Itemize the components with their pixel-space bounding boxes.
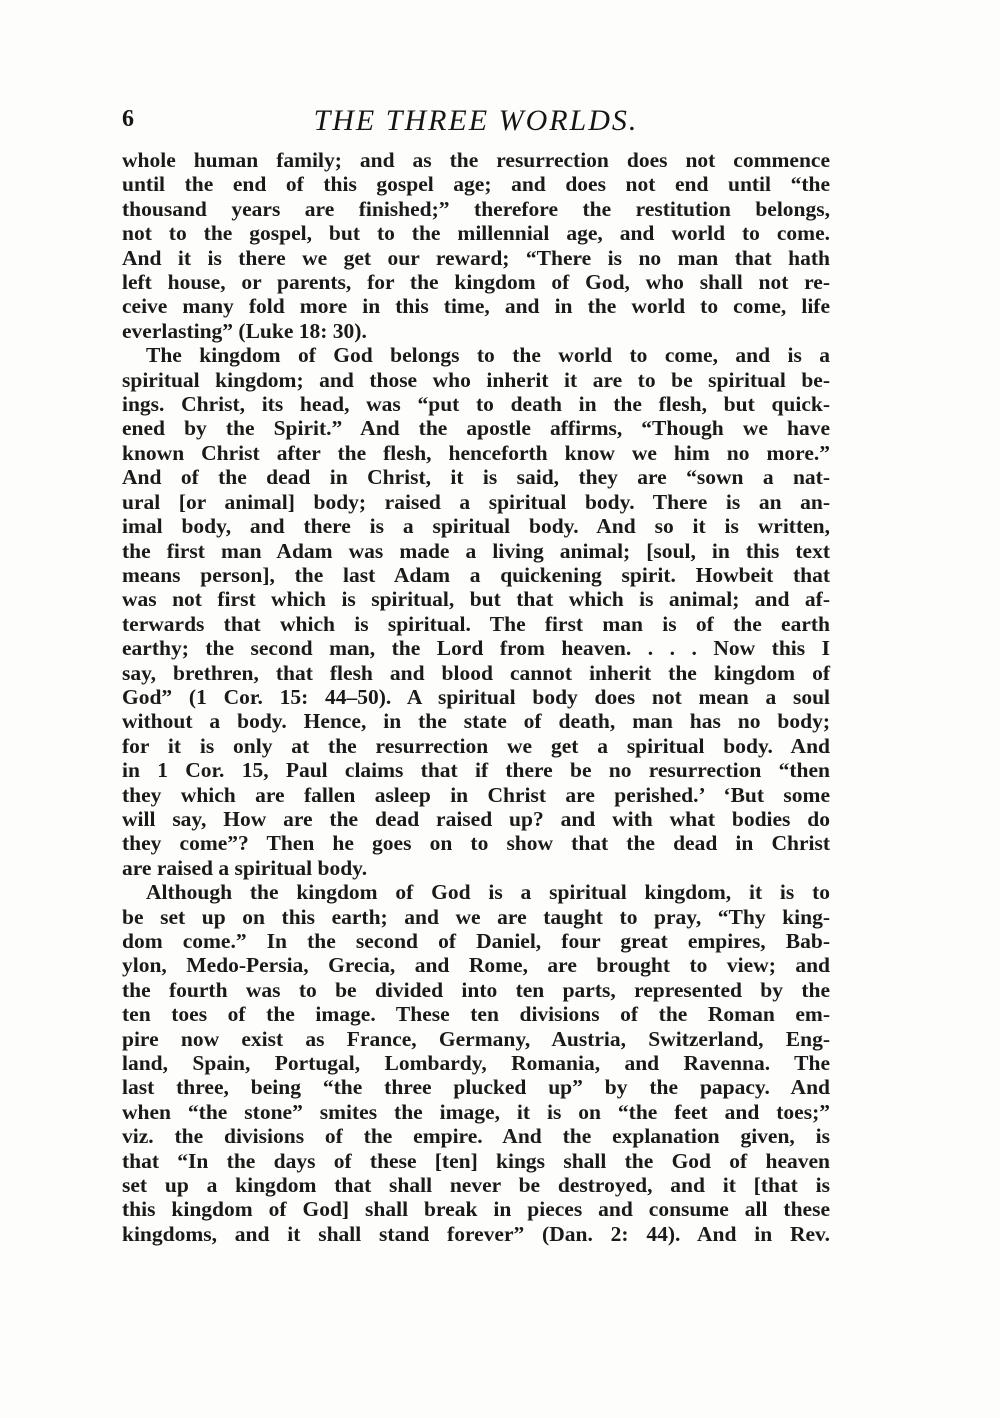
text-line: The kingdom of God belongs to the world to come, and is a	[146, 343, 830, 368]
text-line: imal body, and there is a spiritual body. And so it is written,	[122, 514, 830, 539]
page-number: 6	[122, 106, 134, 132]
page-header	[122, 104, 830, 144]
text-line: known Christ after the flesh, henceforth know we him no more.”	[122, 440, 830, 465]
text-line: that “In the days of these [ten] kings shall the God of heaven	[122, 1148, 830, 1173]
text-line: ylon, Medo-Persia, Grecia, and Rome, are brought to view; and	[122, 953, 830, 978]
text-line: thousand years are finished;” therefore the restitution belongs,	[122, 196, 830, 221]
text-line: say, brethren, that flesh and blood cannot inherit the kingdom of	[122, 660, 830, 685]
text-line: not to the gospel, but to the millennial age, and world to come.	[122, 221, 830, 246]
text-line: ural [or animal] body; raised a spiritual body. There is an an-	[122, 489, 830, 514]
body-text	[122, 148, 830, 1246]
text-line: dom come.” In the second of Daniel, four great empires, Bab-	[122, 929, 830, 953]
text-line: the first man Adam was made a living animal; [soul, in this text	[122, 538, 830, 563]
text-line: And of the dead in Christ, it is said, they are “sown a nat-	[122, 465, 830, 490]
text-line: Although the kingdom of God is a spiritual kingdom, it is to	[146, 880, 830, 905]
text-line: was not first which is spiritual, but that which is animal; and af-	[122, 587, 830, 612]
text-line: without a body. Hence, in the state of death, man has no body;	[122, 709, 830, 734]
text-line: be set up on this earth; and we are taught to pray, “Thy king-	[122, 904, 830, 929]
text-line: this kingdom of God] shall break in pieces and consume all these	[122, 1197, 830, 1222]
text-line: God” (1 Cor. 15: 44–50). A spiritual body does not mean a soul	[122, 684, 830, 709]
text-line: ten toes of the image. These ten divisions of the Roman em-	[122, 1002, 830, 1027]
text-line: ings. Christ, its head, was “put to death in the flesh, but quick-	[122, 392, 830, 417]
text-line: last three, being “the three plucked up” by the papacy. And	[122, 1075, 830, 1100]
text-line: left house, or parents, for the kingdom of God, who shall not re-	[122, 270, 830, 295]
text-line: pire now exist as France, Germany, Austria, Switzerland, Eng-	[122, 1026, 830, 1051]
text-line: means person], the last Adam a quickening spirit. Howbeit that	[122, 562, 830, 587]
text-line: will say, How are the dead raised up? and with what bodies do	[122, 806, 830, 831]
text-line: terwards that which is spiritual. The first man is of the earth	[122, 611, 830, 636]
text-line: everlasting” (Luke 18: 30).	[122, 318, 367, 343]
text-line: are raised a spiritual body.	[122, 855, 368, 880]
text-line: spiritual kingdom; and those who inherit it are to be spiritual be-	[122, 367, 830, 392]
text-line: kingdoms, and it shall stand forever” (Dan. 2: 44). And in Rev.	[122, 1221, 830, 1246]
text-line: ceive many fold more in this time, and in the world to come, life	[122, 294, 830, 319]
text-line: land, Spain, Portugal, Lombardy, Romania, and Ravenna. The	[122, 1051, 830, 1076]
text-line: when “the stone” smites the image, it is on “the feet and toes;”	[122, 1099, 830, 1124]
text-line: And it is there we get our reward; “There is no man that hath	[122, 245, 830, 270]
text-line: set up a kingdom that shall never be destroyed, and it [that is	[122, 1173, 830, 1198]
text-line: ened by the Spirit.” And the apostle affirms, “Though we have	[122, 416, 830, 441]
text-line: earthy; the second man, the Lord from heaven. . . . Now this I	[122, 636, 830, 661]
text-line: they which are fallen asleep in Christ are perished.’ ‘But some	[122, 782, 830, 807]
text-line: the fourth was to be divided into ten parts, represented by the	[122, 977, 830, 1002]
text-line: whole human family; and as the resurrection does not commence	[122, 148, 830, 172]
text-line: in 1 Cor. 15, Paul claims that if there be no resurrection “then	[122, 758, 830, 783]
text-line: until the end of this gospel age; and does not end until “the	[122, 172, 830, 197]
text-line: viz. the divisions of the empire. And the explanation given, is	[122, 1124, 830, 1149]
running-title: THE THREE WORLDS.	[313, 104, 639, 137]
text-line: for it is only at the resurrection we get a spiritual body. And	[122, 733, 830, 758]
text-line: they come”? Then he goes on to show that the dead in Christ	[122, 831, 830, 856]
